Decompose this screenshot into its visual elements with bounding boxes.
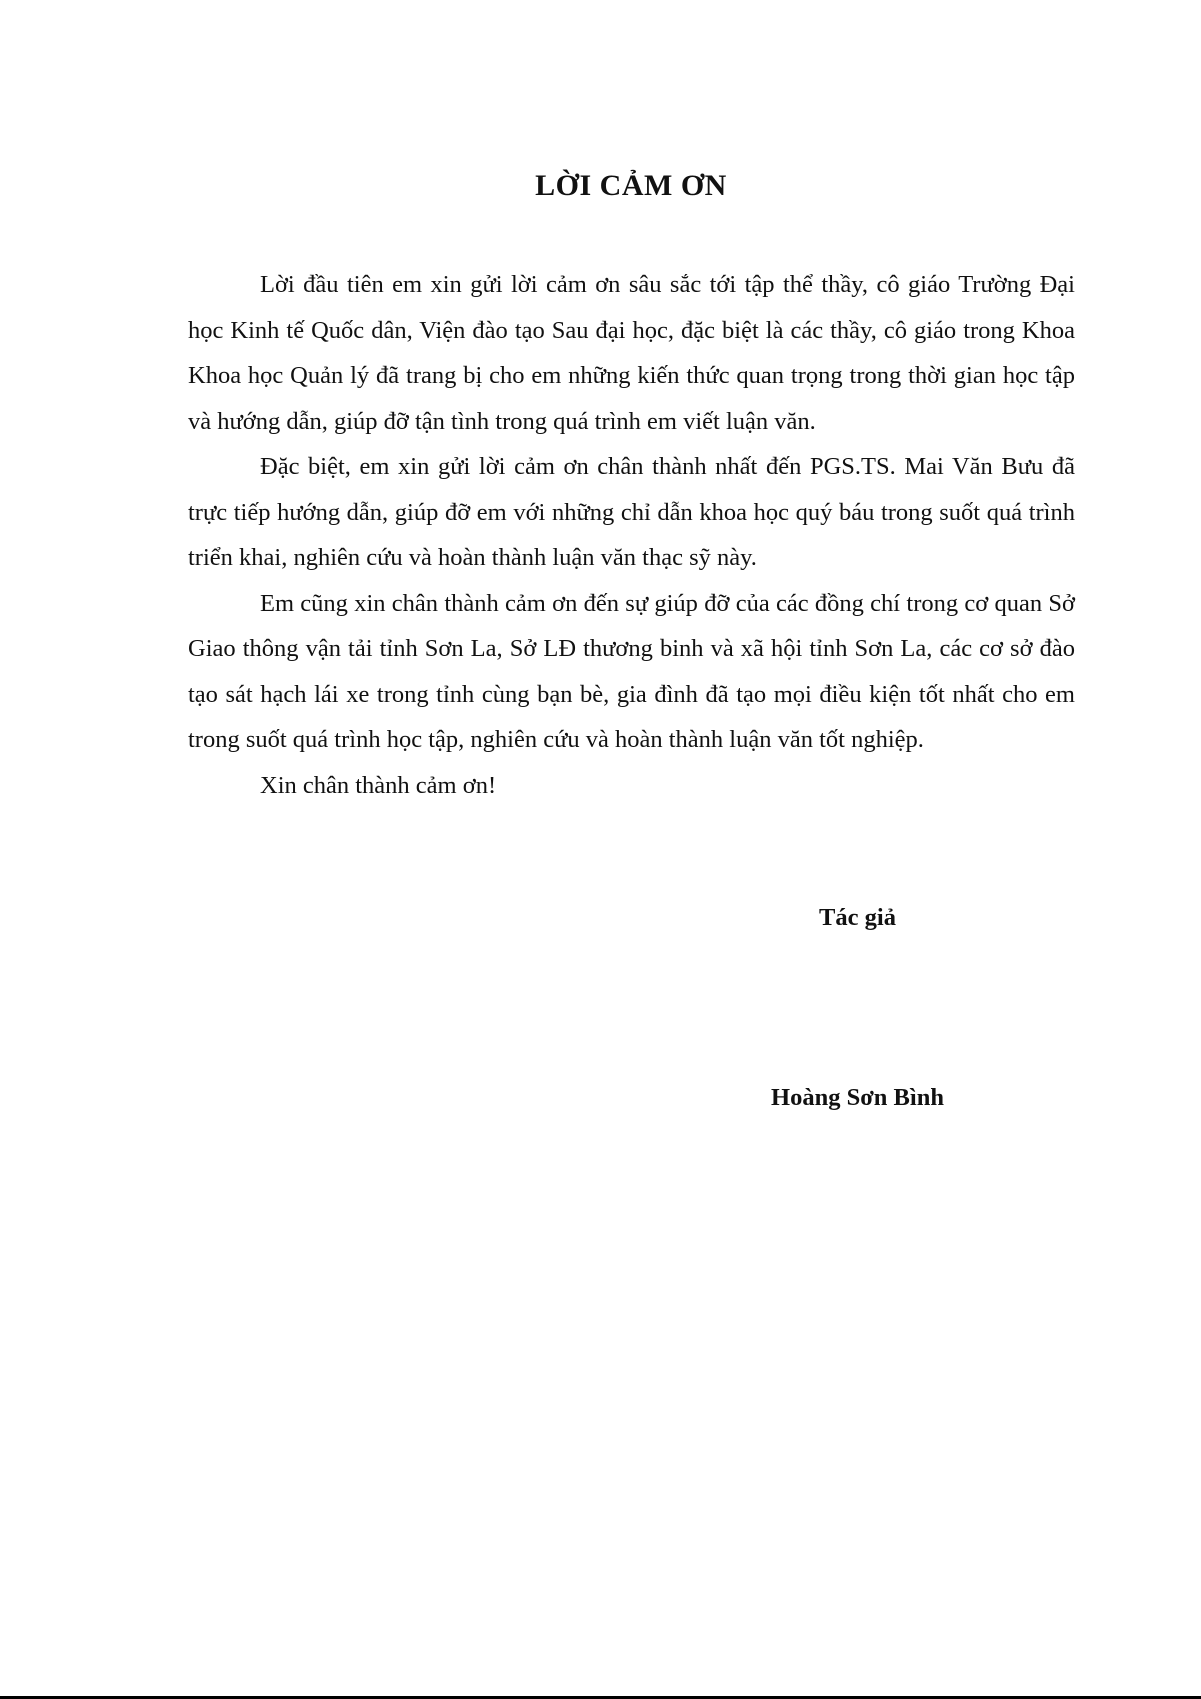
page-title: LỜI CẢM ƠN (535, 169, 727, 202)
paragraph-2: Đặc biệt, em xin gửi lời cảm ơn chân thành nhất đến PGS.TS. Mai Văn Bưu đã trực tiếp hướng dẫn, giúp đỡ em với những chỉ dẫn khoa học quý báu trong suốt quá trình triển khai, nghiên cứu và hoàn thành luận văn thạc sỹ này. (188, 453, 1075, 571)
paragraph-1: Lời đầu tiên em xin gửi lời cảm ơn sâu sắc tới tập thể thầy, cô giáo Trường Đại học Kinh tế Quốc dân, Viện đào tạo Sau đại học, đặc biệt là các thầy, cô giáo trong Khoa Khoa học Quản lý đã trang bị cho em những kiến thức quan trọng trong thời gian học tập và hướng dẫn, giúp đỡ tận tình trong quá trình em viết luận văn. (188, 271, 1075, 435)
paragraph-3: Em cũng xin chân thành cảm ơn đến sự giúp đỡ của các đồng chí trong cơ quan Sở Giao thông vận tải tỉnh Sơn La, Sở LĐ thương binh và xã hội tỉnh Sơn La, các cơ sở đào tạo sát hạch lái xe trong tỉnh cùng bạn bè, gia đình đã tạo mọi điều kiện tốt nhất cho em trong suốt quá trình học tập, nghiên cứu và hoàn thành luận văn tốt nghiệp. (188, 589, 1075, 753)
signoff-label: Tác giả (819, 904, 896, 931)
acknowledgement-body (188, 262, 1075, 808)
closing-line: Xin chân thành cảm ơn! (260, 771, 497, 799)
author-name: Hoàng Sơn Bình (771, 1084, 944, 1111)
